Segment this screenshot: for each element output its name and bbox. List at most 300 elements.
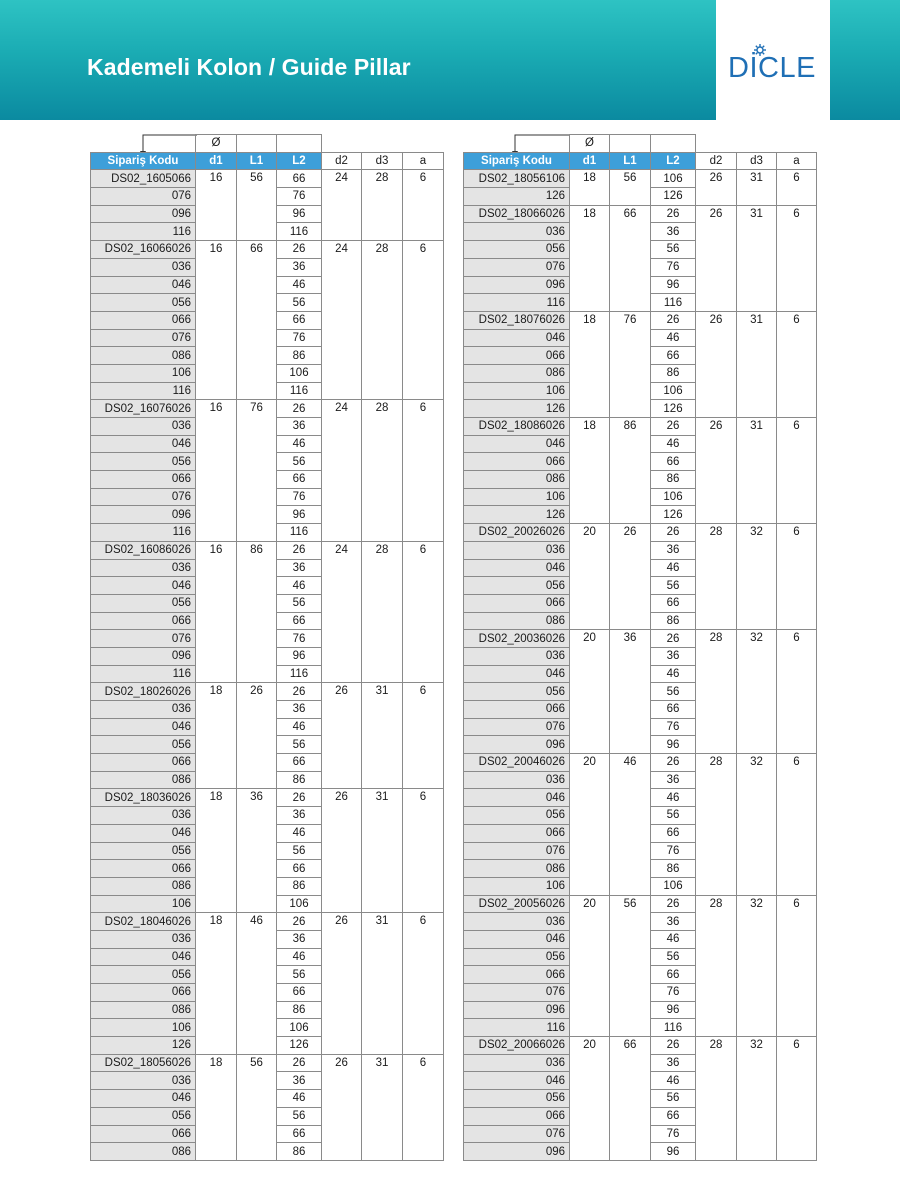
order-code-cell: 066 [464, 1107, 570, 1125]
table-row [464, 754, 817, 772]
l2-cell: 66 [651, 824, 696, 842]
table-row [91, 170, 444, 188]
l1-cell: 66 [610, 205, 651, 311]
l2-cell: 86 [277, 1143, 322, 1161]
l1-cell: 66 [237, 241, 277, 400]
l2-cell: 56 [277, 966, 322, 984]
order-code-cell: 126 [91, 1037, 196, 1055]
d2-cell: 24 [322, 400, 362, 542]
table-row [464, 524, 817, 542]
order-code-cell: 046 [464, 1072, 570, 1090]
l2-cell: 46 [651, 665, 696, 683]
l2-cell: 46 [277, 824, 322, 842]
d3-cell: 31 [737, 170, 777, 205]
d1-cell: 18 [570, 418, 610, 524]
l2-cell: 56 [277, 842, 322, 860]
l2-cell: 76 [277, 488, 322, 506]
d1-cell: 20 [570, 524, 610, 630]
l1-cell: 86 [610, 418, 651, 524]
l2-cell: 26 [651, 311, 696, 329]
l2-cell: 96 [277, 647, 322, 665]
order-code-cell: DS02_16076026 [91, 400, 196, 418]
order-code-cell: 096 [464, 1001, 570, 1019]
diameter-symbol: Ø [196, 135, 237, 153]
l2-cell: 46 [651, 930, 696, 948]
d2-cell: 26 [696, 311, 737, 417]
d3-cell: 31 [737, 418, 777, 524]
order-code-cell: 086 [91, 347, 196, 365]
l2-cell: 66 [651, 594, 696, 612]
order-code-cell: 046 [91, 948, 196, 966]
order-code-cell: 126 [464, 400, 570, 418]
l2-cell: 76 [651, 984, 696, 1002]
l2-cell: 26 [277, 789, 322, 807]
l2-cell: 26 [651, 895, 696, 913]
order-code-cell: 066 [91, 311, 196, 329]
l1-cell: 26 [237, 683, 277, 789]
order-code-cell: 066 [91, 984, 196, 1002]
l2-cell: 66 [277, 984, 322, 1002]
order-code-cell: 076 [464, 1125, 570, 1143]
order-code-cell: 036 [91, 701, 196, 719]
order-code-cell: 036 [91, 258, 196, 276]
l2-cell: 36 [651, 913, 696, 931]
order-code-cell: 056 [464, 807, 570, 825]
order-code-cell: 086 [91, 1143, 196, 1161]
l2-cell: 46 [277, 435, 322, 453]
l2-cell: 36 [277, 701, 322, 719]
l2-cell: 126 [277, 1037, 322, 1055]
a-cell: 6 [777, 754, 817, 896]
l2-cell: 76 [277, 188, 322, 206]
order-code-cell: 076 [91, 630, 196, 648]
l2-cell: 96 [651, 1143, 696, 1161]
order-code-cell: 036 [91, 930, 196, 948]
order-code-cell: 046 [464, 435, 570, 453]
logo [716, 0, 830, 120]
empty-cell [322, 135, 362, 153]
order-code-cell: DS02_18086026 [464, 418, 570, 436]
order-code-cell: 046 [91, 1090, 196, 1108]
d1-cell: 20 [570, 754, 610, 896]
header-d3: d3 [737, 152, 777, 170]
l2-cell: 56 [277, 594, 322, 612]
order-code-cell: DS02_18026026 [91, 683, 196, 701]
order-code-cell: 096 [91, 506, 196, 524]
l1-cell: 76 [610, 311, 651, 417]
d3-cell: 31 [737, 205, 777, 311]
l2-cell: 36 [651, 541, 696, 559]
d2-cell: 26 [322, 683, 362, 789]
empty-cell [362, 135, 403, 153]
l2-cell: 96 [651, 1001, 696, 1019]
order-code-cell: 106 [91, 895, 196, 913]
order-code-cell: 036 [464, 223, 570, 241]
a-cell: 6 [403, 541, 444, 683]
d2-cell: 28 [696, 1037, 737, 1161]
d3-cell: 32 [737, 524, 777, 630]
order-code-cell: 056 [91, 594, 196, 612]
order-code-cell: 036 [464, 647, 570, 665]
d2-cell: 28 [696, 630, 737, 754]
empty-header-cell [277, 135, 322, 153]
l2-cell: 56 [651, 683, 696, 701]
l2-cell: 26 [277, 541, 322, 559]
l2-cell: 66 [277, 170, 322, 188]
l2-cell: 26 [651, 1037, 696, 1055]
l2-cell: 76 [277, 630, 322, 648]
l1-cell: 26 [610, 524, 651, 630]
d2-cell: 26 [322, 1054, 362, 1160]
l2-cell: 66 [277, 311, 322, 329]
table-row [91, 241, 444, 259]
l2-cell: 86 [651, 471, 696, 489]
diameter-row [91, 135, 444, 153]
order-code-cell: DS02_18066026 [464, 205, 570, 223]
l2-cell: 66 [277, 612, 322, 630]
l2-cell: 26 [277, 241, 322, 259]
l1-cell: 56 [237, 170, 277, 241]
l2-cell: 36 [277, 1072, 322, 1090]
a-cell: 6 [403, 170, 444, 241]
l2-cell: 26 [277, 400, 322, 418]
header-l1: L1 [237, 152, 277, 170]
header-siparis-kodu: Sipariş Kodu [91, 152, 196, 170]
order-code-cell: 116 [91, 665, 196, 683]
order-code-cell: 056 [464, 1090, 570, 1108]
table-row [464, 205, 817, 223]
l2-cell: 116 [651, 294, 696, 312]
l2-cell: 86 [277, 877, 322, 895]
order-code-cell: DS02_16086026 [91, 541, 196, 559]
d3-cell: 31 [737, 311, 777, 417]
l2-cell: 106 [651, 170, 696, 188]
a-cell: 6 [403, 400, 444, 542]
l2-cell: 26 [651, 418, 696, 436]
l2-cell: 66 [277, 860, 322, 878]
a-cell: 6 [777, 524, 817, 630]
l2-cell: 76 [651, 1125, 696, 1143]
a-cell: 6 [403, 913, 444, 1055]
table-row [464, 311, 817, 329]
page-title: Kademeli Kolon / Guide Pillar [87, 54, 411, 80]
order-code-cell: 096 [464, 736, 570, 754]
order-code-cell: 086 [91, 1001, 196, 1019]
l1-cell: 86 [237, 541, 277, 683]
l2-cell: 56 [651, 807, 696, 825]
table-row [464, 630, 817, 648]
l2-cell: 56 [277, 1107, 322, 1125]
l2-cell: 106 [651, 488, 696, 506]
l2-cell: 116 [277, 665, 322, 683]
l1-cell: 46 [610, 754, 651, 896]
l2-cell: 26 [651, 630, 696, 648]
table-row [464, 895, 817, 913]
d3-cell: 32 [737, 1037, 777, 1161]
header-d3: d3 [362, 152, 403, 170]
l2-cell: 116 [277, 223, 322, 241]
l1-cell: 66 [610, 1037, 651, 1161]
l2-cell: 66 [651, 701, 696, 719]
order-code-cell: 056 [91, 966, 196, 984]
d1-cell: 18 [196, 913, 237, 1055]
l2-cell: 36 [277, 559, 322, 577]
order-code-cell: 046 [464, 930, 570, 948]
table-row [91, 683, 444, 701]
order-code-cell: 086 [464, 860, 570, 878]
d3-cell: 28 [362, 241, 403, 400]
l2-cell: 116 [277, 524, 322, 542]
order-code-cell: 076 [91, 188, 196, 206]
order-code-cell: 036 [91, 807, 196, 825]
order-code-cell: 066 [464, 453, 570, 471]
order-code-cell: 036 [464, 541, 570, 559]
a-cell: 6 [777, 311, 817, 417]
order-code-cell: 106 [464, 382, 570, 400]
l2-cell: 116 [651, 1019, 696, 1037]
left-spec-table [90, 134, 444, 1161]
d3-cell: 32 [737, 895, 777, 1037]
l2-cell: 86 [277, 771, 322, 789]
order-code-cell: 046 [464, 789, 570, 807]
order-code-cell: 116 [91, 382, 196, 400]
header-a: a [777, 152, 817, 170]
l2-cell: 26 [277, 913, 322, 931]
order-code-cell: 046 [464, 559, 570, 577]
d1-cell: 20 [570, 895, 610, 1037]
diameter-symbol: Ø [570, 135, 610, 153]
right-spec-table [463, 134, 817, 1161]
order-code-cell: DS02_18046026 [91, 913, 196, 931]
order-code-cell: 076 [91, 488, 196, 506]
a-cell: 6 [403, 789, 444, 913]
order-code-cell: 046 [91, 435, 196, 453]
header-a: a [403, 152, 444, 170]
l2-cell: 76 [651, 258, 696, 276]
l1-cell: 46 [237, 913, 277, 1055]
d1-cell: 18 [570, 311, 610, 417]
l2-cell: 46 [651, 329, 696, 347]
table-row [91, 1054, 444, 1072]
empty-header-cell [610, 135, 651, 153]
l2-cell: 46 [277, 948, 322, 966]
order-code-cell: 086 [91, 877, 196, 895]
order-code-cell: 066 [91, 860, 196, 878]
order-code-cell: 056 [91, 842, 196, 860]
order-code-cell: DS02_20066026 [464, 1037, 570, 1055]
order-code-cell: DS02_1605066 [91, 170, 196, 188]
order-code-cell: 056 [91, 1107, 196, 1125]
header-l2: L2 [651, 152, 696, 170]
order-code-cell: 076 [464, 842, 570, 860]
l2-cell: 46 [277, 577, 322, 595]
order-code-cell: 086 [91, 771, 196, 789]
order-code-cell: 046 [91, 824, 196, 842]
d2-cell: 28 [696, 895, 737, 1037]
logo-text: DİCLE [728, 52, 816, 84]
order-code-cell: 046 [91, 276, 196, 294]
l2-cell: 126 [651, 188, 696, 206]
l2-cell: 66 [651, 453, 696, 471]
order-code-cell: DS02_20056026 [464, 895, 570, 913]
order-code-cell: 096 [91, 205, 196, 223]
l2-cell: 56 [651, 1090, 696, 1108]
l2-cell: 76 [651, 718, 696, 736]
order-code-cell: 036 [464, 771, 570, 789]
d1-cell: 18 [196, 1054, 237, 1160]
l1-cell: 76 [237, 400, 277, 542]
d2-cell: 26 [696, 205, 737, 311]
order-code-cell: 106 [464, 877, 570, 895]
order-code-cell: DS02_20036026 [464, 630, 570, 648]
order-code-cell: DS02_18056106 [464, 170, 570, 188]
l2-cell: 36 [277, 807, 322, 825]
order-code-cell: 086 [464, 471, 570, 489]
l2-cell: 56 [277, 736, 322, 754]
order-code-cell: 036 [91, 418, 196, 436]
d3-cell: 32 [737, 630, 777, 754]
table-header-row [464, 152, 817, 170]
l2-cell: 106 [277, 1019, 322, 1037]
order-code-cell: 036 [91, 559, 196, 577]
l2-cell: 86 [651, 364, 696, 382]
d2-cell: 26 [322, 789, 362, 913]
l2-cell: 56 [277, 294, 322, 312]
l2-cell: 46 [651, 435, 696, 453]
order-code-cell: DS02_16066026 [91, 241, 196, 259]
order-code-cell: 066 [464, 594, 570, 612]
d3-cell: 31 [362, 789, 403, 913]
order-code-cell: 106 [91, 1019, 196, 1037]
empty-header-cell [237, 135, 277, 153]
order-code-cell: 076 [464, 984, 570, 1002]
order-code-cell: 046 [91, 718, 196, 736]
l2-cell: 46 [277, 276, 322, 294]
d1-cell: 18 [196, 683, 237, 789]
order-code-cell: 106 [464, 488, 570, 506]
table-header-row [91, 152, 444, 170]
d2-cell: 24 [322, 241, 362, 400]
l2-cell: 66 [277, 1125, 322, 1143]
header-d1: d1 [570, 152, 610, 170]
l2-cell: 26 [277, 683, 322, 701]
table-row [91, 400, 444, 418]
l1-cell: 36 [610, 630, 651, 754]
a-cell: 6 [403, 241, 444, 400]
empty-cell [777, 135, 817, 153]
table-row [464, 418, 817, 436]
order-code-cell: 046 [464, 329, 570, 347]
l2-cell: 96 [651, 276, 696, 294]
empty-cell [464, 135, 570, 153]
l2-cell: 66 [651, 1107, 696, 1125]
order-code-cell: 056 [91, 736, 196, 754]
order-code-cell: 056 [464, 948, 570, 966]
d3-cell: 32 [737, 754, 777, 896]
order-code-cell: 066 [91, 1125, 196, 1143]
diameter-row [464, 135, 817, 153]
empty-cell [91, 135, 196, 153]
l2-cell: 66 [277, 754, 322, 772]
table-row [91, 541, 444, 559]
d2-cell: 26 [322, 913, 362, 1055]
l2-cell: 106 [277, 364, 322, 382]
d3-cell: 28 [362, 541, 403, 683]
a-cell: 6 [777, 1037, 817, 1161]
order-code-cell: 086 [464, 612, 570, 630]
order-code-cell: 056 [464, 241, 570, 259]
order-code-cell: 066 [91, 612, 196, 630]
l2-cell: 46 [277, 718, 322, 736]
l2-cell: 36 [651, 223, 696, 241]
empty-header-cell [651, 135, 696, 153]
table-row [91, 789, 444, 807]
header-d2: d2 [322, 152, 362, 170]
order-code-cell: 106 [91, 364, 196, 382]
l2-cell: 66 [277, 471, 322, 489]
l2-cell: 66 [651, 966, 696, 984]
d3-cell: 28 [362, 170, 403, 241]
order-code-cell: 036 [464, 1054, 570, 1072]
l2-cell: 56 [277, 453, 322, 471]
l2-cell: 106 [651, 382, 696, 400]
l2-cell: 36 [277, 258, 322, 276]
l2-cell: 126 [651, 400, 696, 418]
l2-cell: 66 [651, 347, 696, 365]
l2-cell: 76 [277, 329, 322, 347]
l2-cell: 106 [277, 895, 322, 913]
d1-cell: 18 [570, 170, 610, 205]
order-code-cell: 076 [464, 258, 570, 276]
l2-cell: 36 [277, 930, 322, 948]
l2-cell: 46 [651, 559, 696, 577]
order-code-cell: 066 [464, 701, 570, 719]
d2-cell: 24 [322, 170, 362, 241]
d2-cell: 26 [696, 418, 737, 524]
order-code-cell: 056 [464, 683, 570, 701]
order-code-cell: 036 [91, 1072, 196, 1090]
order-code-cell: 096 [91, 647, 196, 665]
l2-cell: 96 [277, 506, 322, 524]
l2-cell: 106 [651, 877, 696, 895]
d3-cell: 28 [362, 400, 403, 542]
empty-cell [737, 135, 777, 153]
header-siparis-kodu: Sipariş Kodu [464, 152, 570, 170]
d1-cell: 20 [570, 630, 610, 754]
order-code-cell: DS02_18036026 [91, 789, 196, 807]
order-code-cell: DS02_20046026 [464, 754, 570, 772]
table-row [464, 1037, 817, 1055]
order-code-cell: 086 [464, 364, 570, 382]
d1-cell: 16 [196, 170, 237, 241]
table-row [91, 913, 444, 931]
order-code-cell: 066 [464, 347, 570, 365]
a-cell: 6 [403, 683, 444, 789]
order-code-cell: 096 [464, 1143, 570, 1161]
order-code-cell: 056 [91, 294, 196, 312]
l2-cell: 46 [651, 1072, 696, 1090]
order-code-cell: DS02_20026026 [464, 524, 570, 542]
order-code-cell: 116 [464, 1019, 570, 1037]
header-d1: d1 [196, 152, 237, 170]
l2-cell: 86 [277, 1001, 322, 1019]
a-cell: 6 [777, 205, 817, 311]
l2-cell: 26 [651, 524, 696, 542]
a-cell: 6 [777, 630, 817, 754]
order-code-cell: 066 [464, 824, 570, 842]
order-code-cell: 126 [464, 188, 570, 206]
d2-cell: 28 [696, 524, 737, 630]
